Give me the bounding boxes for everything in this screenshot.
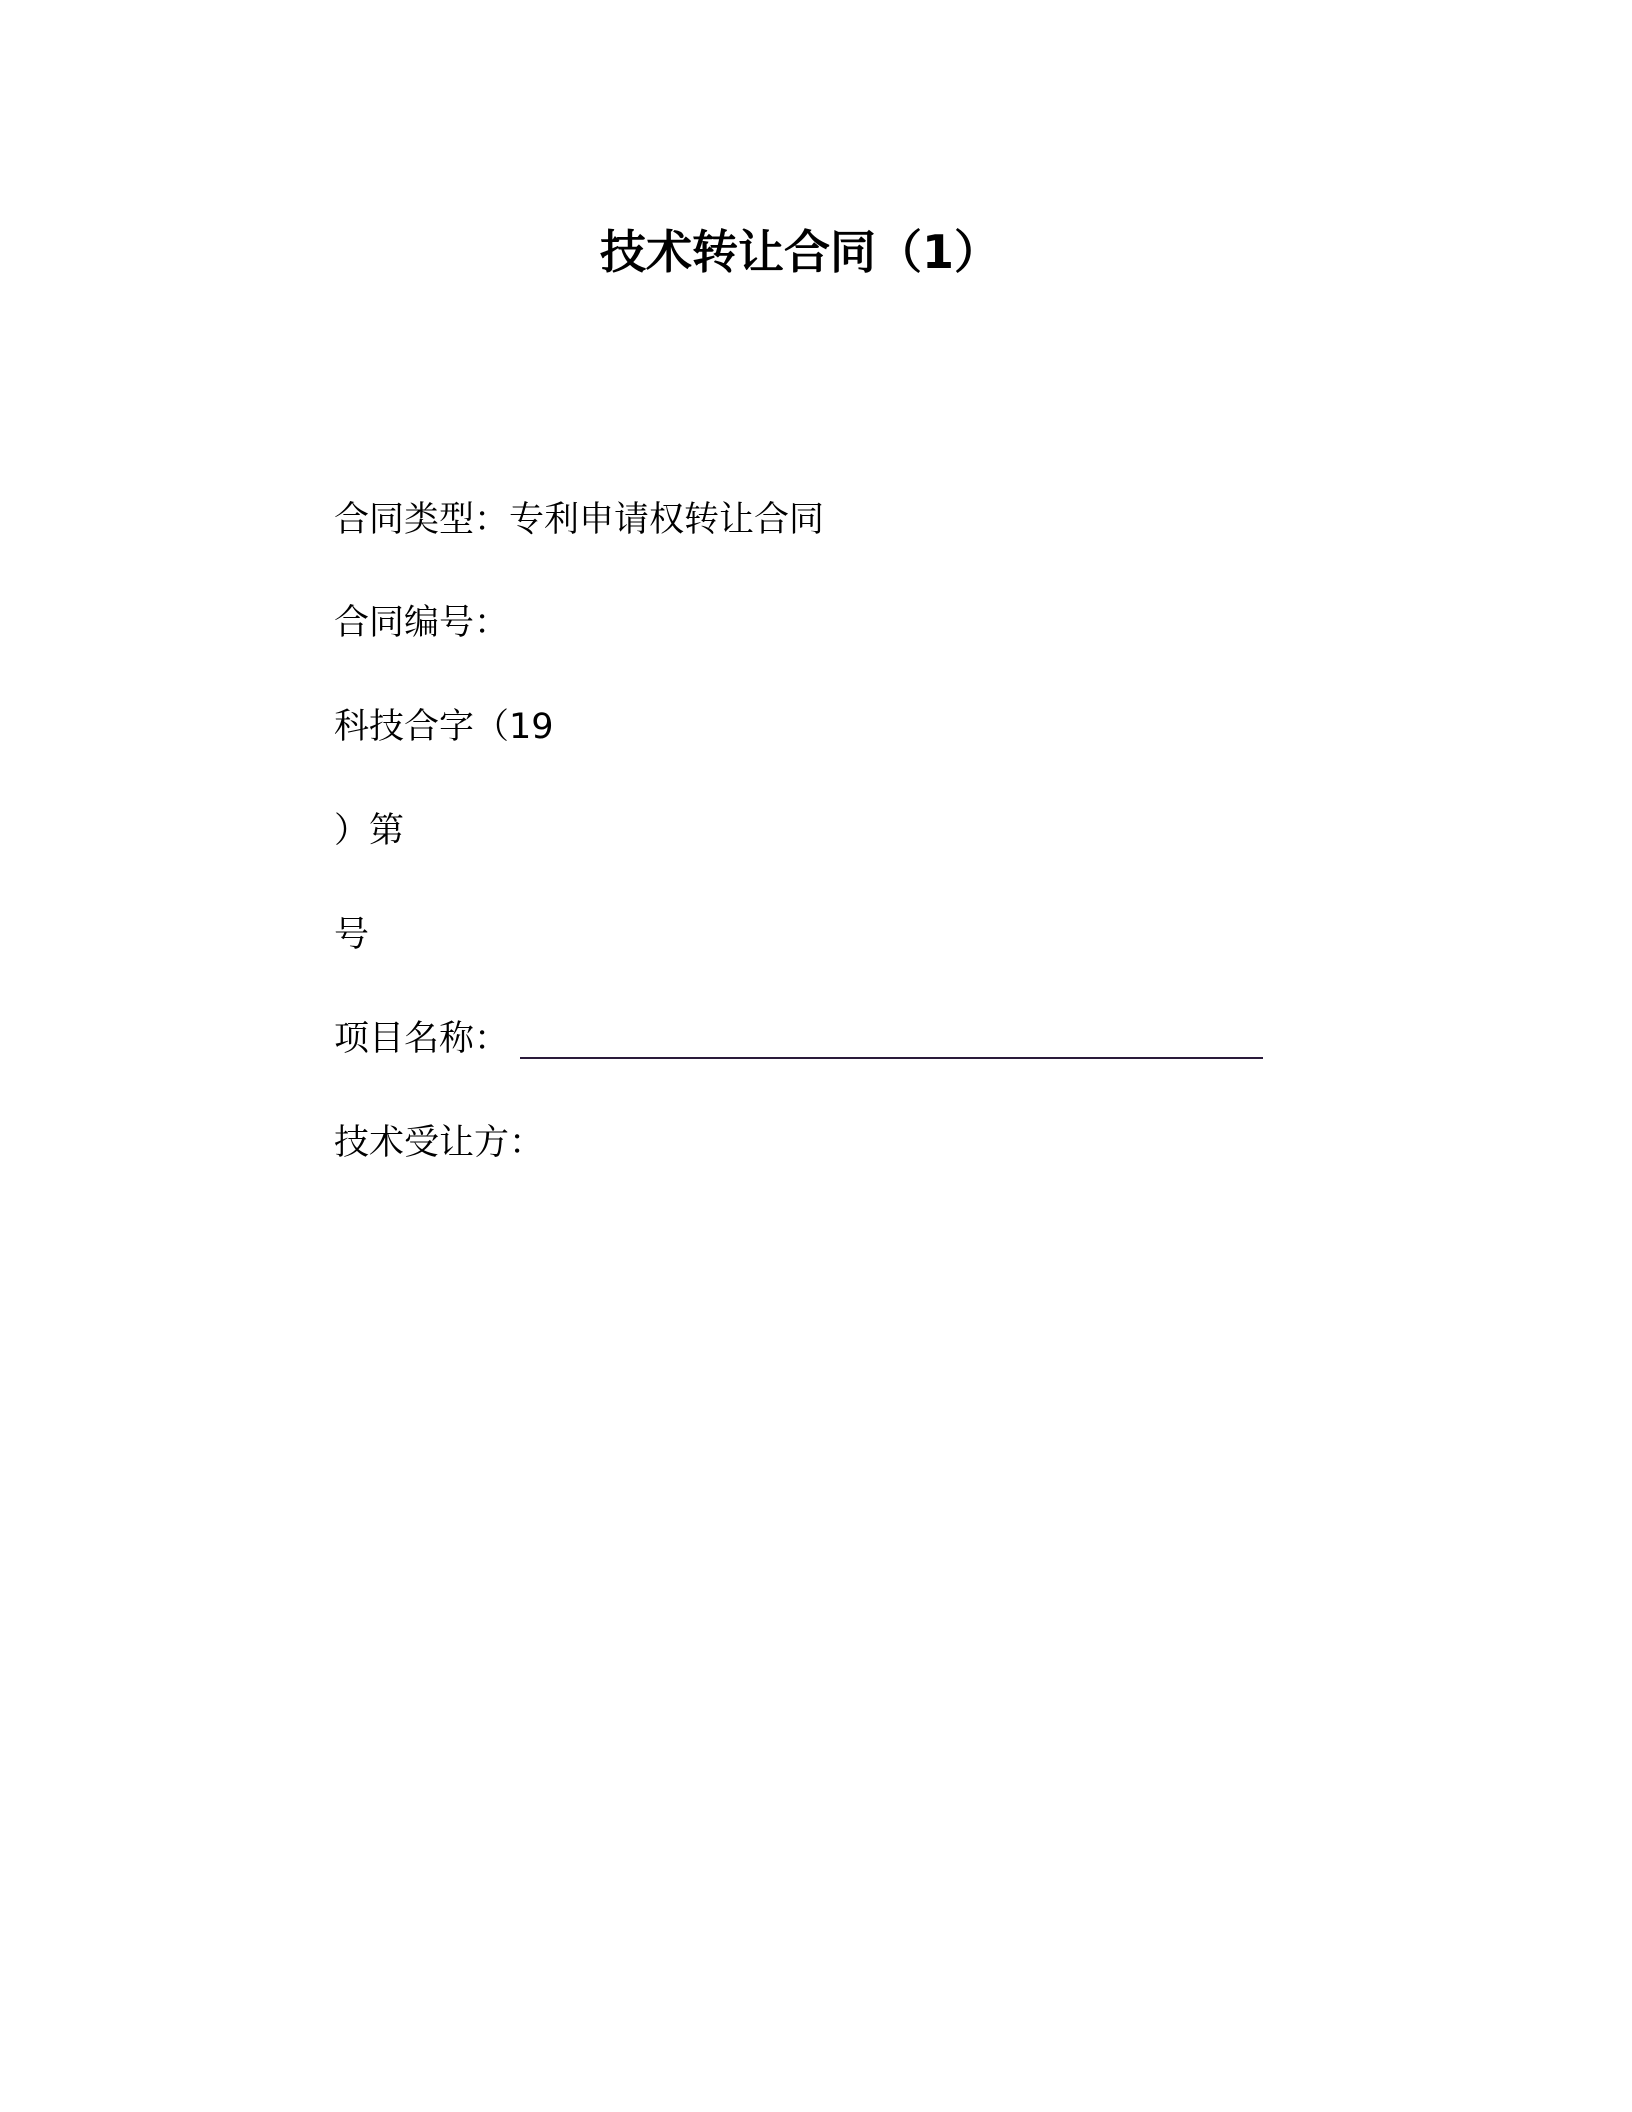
document-title: 技术转让合同（1）	[599, 225, 1000, 279]
project-name-label: 项目名称：	[334, 1019, 510, 1059]
contract-number-suffix: 号	[334, 915, 370, 955]
contract-number-middle: ）第	[334, 811, 405, 851]
contract-number-prefix: 科技合字（19	[334, 707, 554, 747]
contract-type: 合同类型：专利申请权转让合同	[334, 500, 825, 540]
transferee-label: 技术受让方：	[334, 1123, 545, 1163]
project-name-blank-line	[520, 1057, 1263, 1059]
contract-number-label: 合同编号：	[334, 603, 510, 643]
